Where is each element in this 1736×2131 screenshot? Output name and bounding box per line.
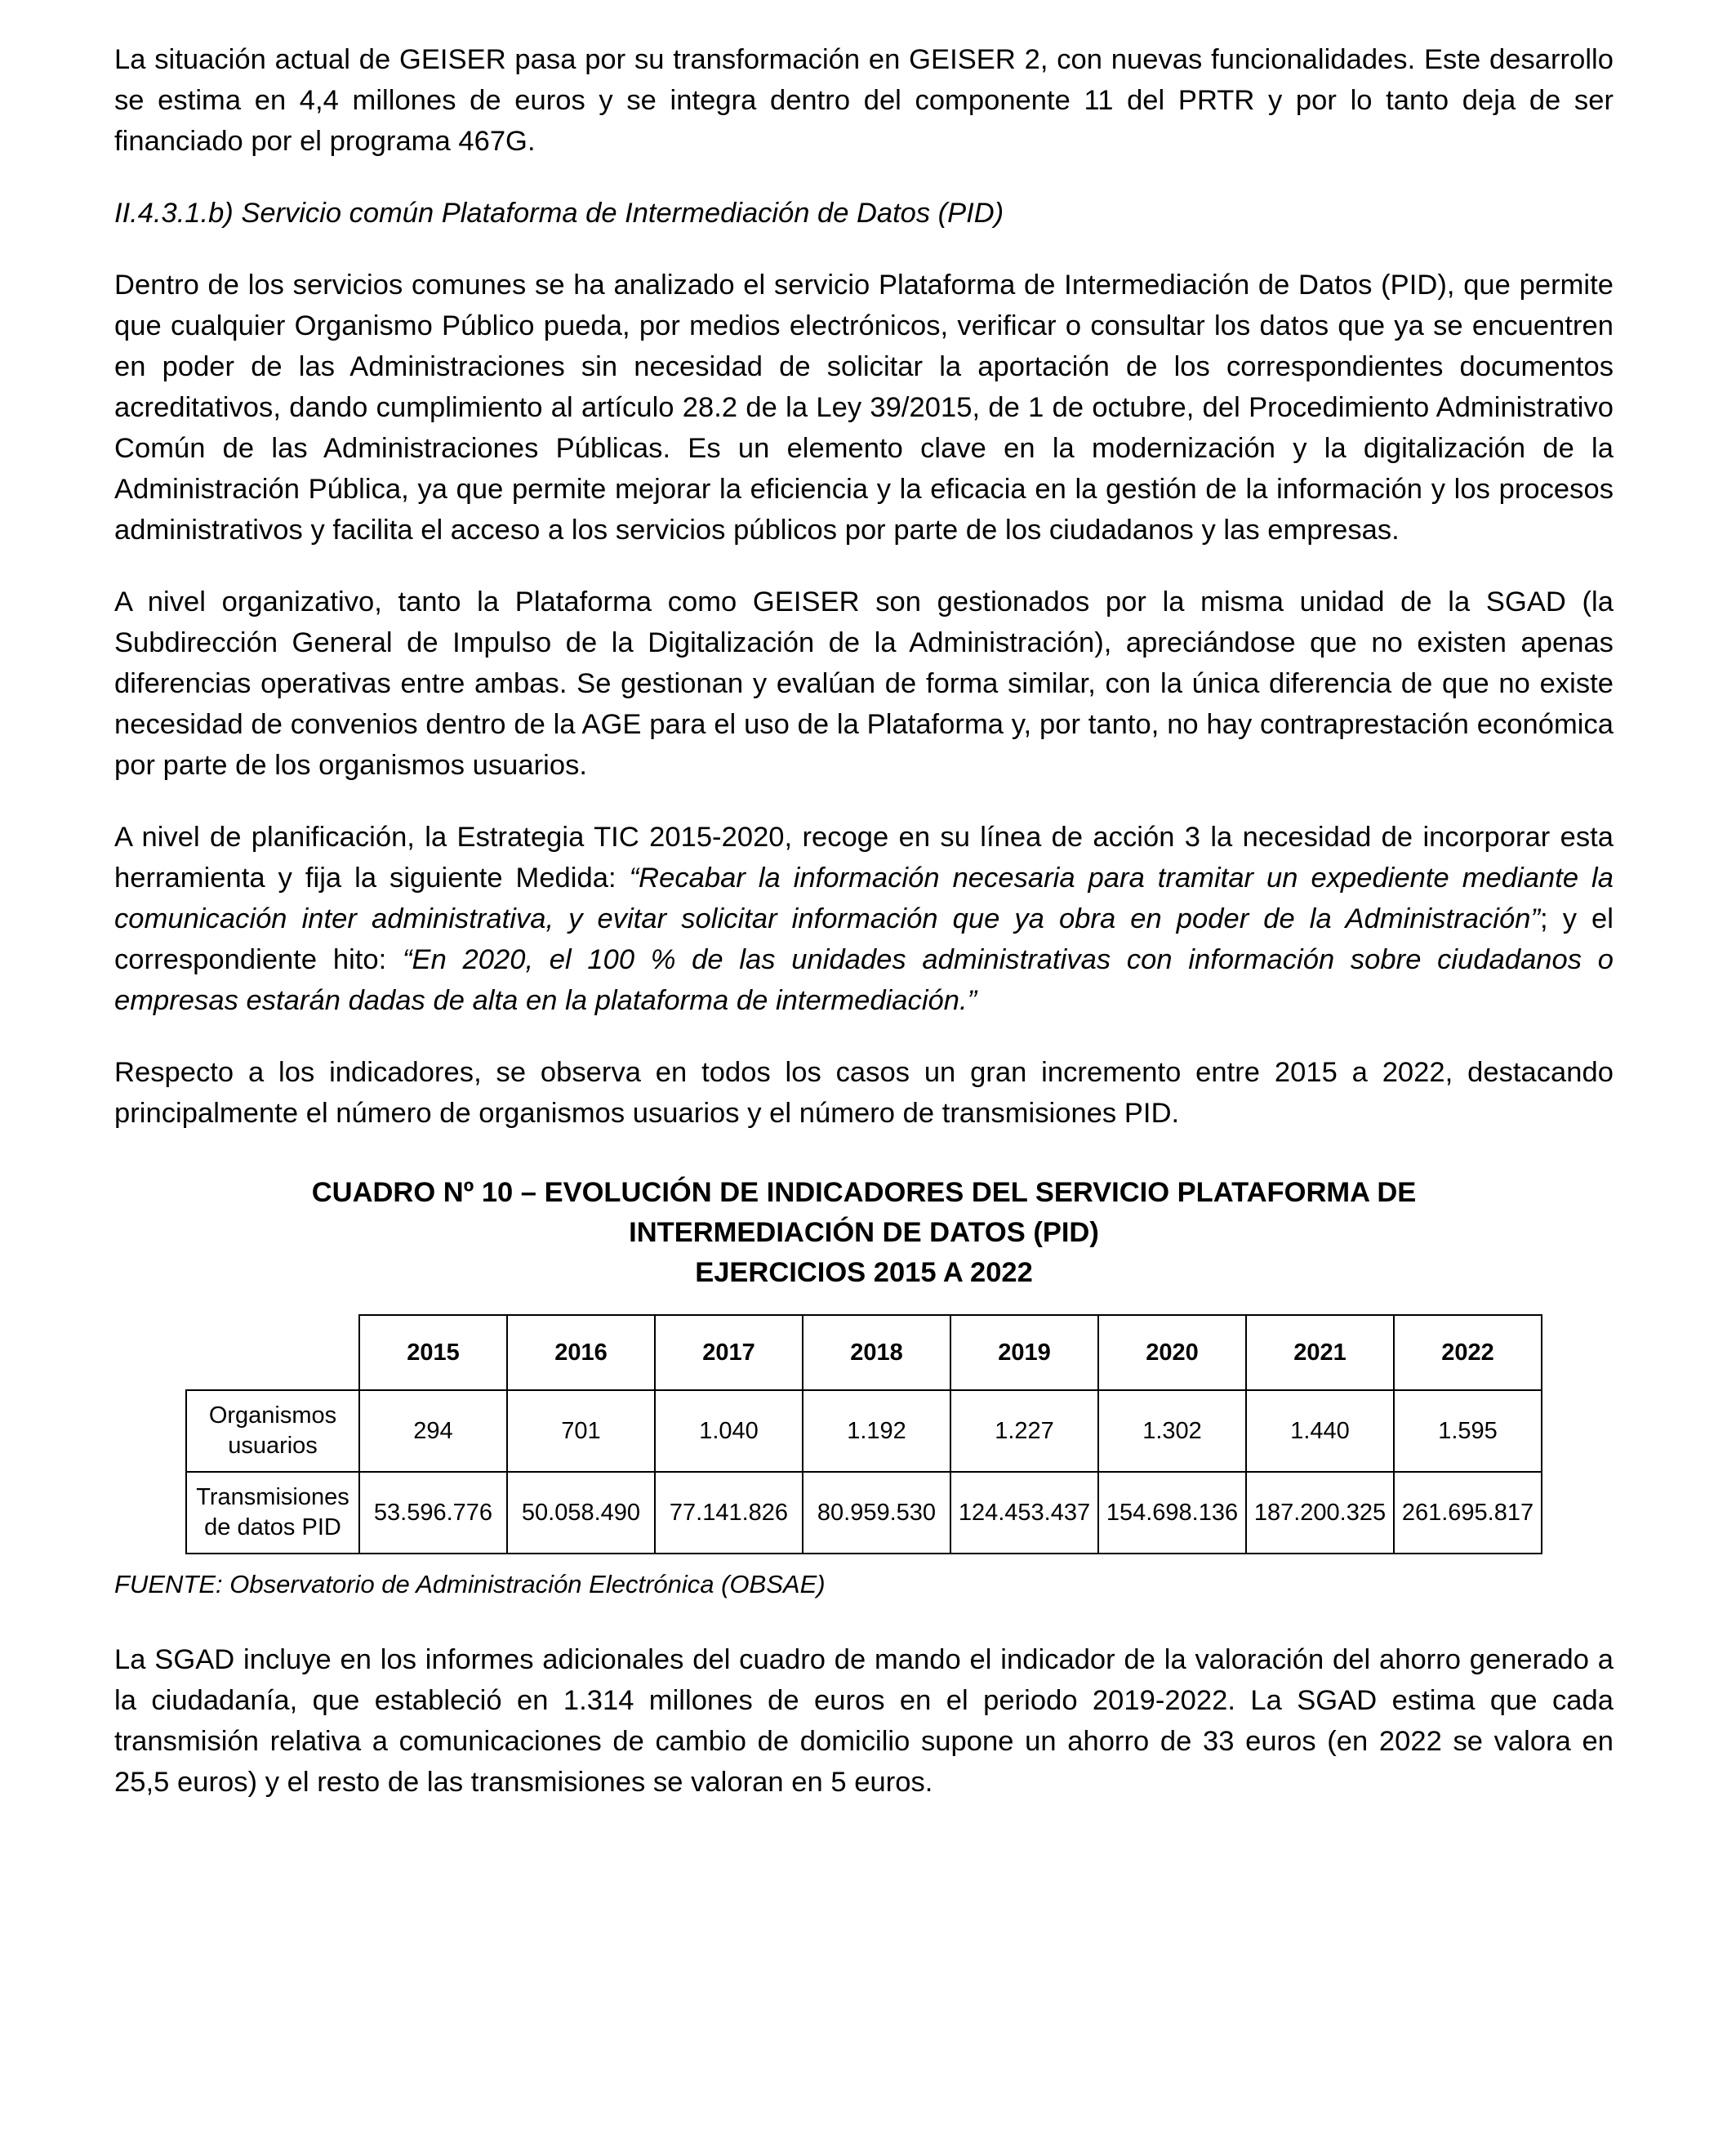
paragraph-geiser-transformation: La situación actual de GEISER pasa por su transformación en GEISER 2, con nuevas funcionalidades. Este desarrollo se estima en 4,4 millones de euros y se integra dentro del componente 11 del PRTR y por lo tanto deja de ser financiado por el programa 467G.: [114, 44, 1614, 157]
planning-text-middle: ; y el correspondiente hito:: [114, 903, 1614, 975]
cell-organismos-2017: 1.040: [655, 1390, 803, 1472]
table-caption: [114, 1173, 1614, 1293]
cell-organismos-2016: 701: [507, 1390, 655, 1472]
cell-organismos-2015: 294: [359, 1390, 507, 1472]
row-label-line-2: usuarios: [228, 1433, 318, 1459]
column-header-2020: 2020: [1098, 1315, 1246, 1390]
paragraph-organizational-level: A nivel organizativo, tanto la Plataforma como GEISER son gestionados por la misma unidad de la SGAD (la Subdirección General de Impulso de la Digitalización de la Administración), apreciándose que no existen apenas diferencias operativas entre ambas. Se gestionan y evalúan de forma similar, con la única diferencia de que no existe necesidad de convenios dentro de la AGE para el uso de la Plataforma y, por tanto, no hay contraprestación económica por parte de los organismos usuarios.: [114, 586, 1614, 781]
cell-organismos-2022: 1.595: [1394, 1390, 1542, 1472]
column-header-2021: 2021: [1246, 1315, 1394, 1390]
cell-transmisiones-2021: 187.200.325: [1246, 1472, 1394, 1554]
cell-organismos-2021: 1.440: [1246, 1390, 1394, 1472]
column-header-2019: 2019: [950, 1315, 1098, 1390]
cell-organismos-2020: 1.302: [1098, 1390, 1246, 1472]
planning-quote-milestone: “En 2020, el 100 % de las unidades administrativas con información sobre ciudadanos o empresas estarán dadas de alta en la plataforma de intermediación.”: [114, 944, 1614, 1016]
column-header-2018: 2018: [803, 1315, 950, 1390]
table-corner-cell: [186, 1315, 359, 1390]
table-row: [186, 1472, 1542, 1554]
table-header-row: [186, 1315, 1542, 1390]
column-header-2015: 2015: [359, 1315, 507, 1390]
cell-transmisiones-2018: 80.959.530: [803, 1472, 950, 1554]
column-header-2017: 2017: [655, 1315, 803, 1390]
paragraph-indicators-intro: Respecto a los indicadores, se observa en todos los casos un gran incremento entre 2015 a 2022, destacando principalmente el número de organismos usuarios y el número de transmisiones PID.: [114, 1057, 1614, 1129]
cell-transmisiones-2017: 77.141.826: [655, 1472, 803, 1554]
cell-transmisiones-2019: 124.453.437: [950, 1472, 1098, 1554]
cell-organismos-2018: 1.192: [803, 1390, 950, 1472]
planning-text-intro: A nivel de planificación, la Estrategia TIC 2015-2020, recoge en su línea de acción 3 la necesidad de incorporar esta herramienta y fija la siguiente Medida:: [114, 822, 1614, 894]
table-caption-line-2: INTERMEDIACIÓN DE DATOS (PID): [629, 1217, 1099, 1248]
row-label-line-1: Transmisiones: [196, 1484, 349, 1510]
row-label-transmisiones-datos-pid: [186, 1472, 359, 1554]
row-label-line-1: Organismos: [208, 1402, 337, 1429]
paragraph-planning-level: [114, 817, 1614, 1021]
cell-transmisiones-2016: 50.058.490: [507, 1472, 655, 1554]
section-heading-pid: II.4.3.1.b) Servicio común Plataforma de Intermediación de Datos (PID): [114, 198, 1004, 229]
planning-quote-measure: “Recabar la información necesaria para tramitar un expediente mediante la comunicación inter administrativa, y evitar solicitar información que ya obra en poder de la Administración”: [114, 863, 1614, 934]
table-source-note: FUENTE: Observatorio de Administración Electrónica (OBSAE): [114, 1570, 826, 1598]
table-caption-line-1: CUADRO Nº 10 – EVOLUCIÓN DE INDICADORES DEL SERVICIO PLATAFORMA DE: [311, 1177, 1417, 1208]
cell-transmisiones-2015: 53.596.776: [359, 1472, 507, 1554]
cell-transmisiones-2022: 261.695.817: [1394, 1472, 1542, 1554]
table-row: [186, 1390, 1542, 1472]
table-header: [186, 1315, 1542, 1390]
row-label-organismos-usuarios: [186, 1390, 359, 1472]
cell-transmisiones-2020: 154.698.136: [1098, 1472, 1246, 1554]
row-label-line-2: de datos PID: [204, 1514, 341, 1540]
layout-spacer: [114, 1602, 1614, 1639]
table-body: [186, 1390, 1542, 1554]
table-caption-line-3: EJERCICIOS 2015 A 2022: [695, 1257, 1033, 1288]
paragraph-savings-indicator: La SGAD incluye en los informes adicionales del cuadro de mando el indicador de la valoración del ahorro generado a la ciudadanía, que estableció en 1.314 millones de euros en el periodo 2019-2022. La SGAD estima que cada transmisión relativa a comunicaciones de cambio de domicilio supone un ahorro de 33 euros (en 2022 se valora en 25,5 euros) y el resto de las transmisiones se valoran en 5 euros.: [114, 1644, 1614, 1798]
column-header-2016: 2016: [507, 1315, 655, 1390]
indicators-table: [185, 1314, 1542, 1554]
paragraph-pid-description: Dentro de los servicios comunes se ha analizado el servicio Plataforma de Intermediación de Datos (PID), que permite que cualquier Organismo Público pueda, por medios electrónicos, verificar o consultar los datos que ya se encuentren en poder de las Administraciones sin necesidad de solicitar la aportación de los correspondientes documentos acreditativos, dando cumplimiento al artículo 28.2 de la Ley 39/2015, de 1 de octubre, del Procedimiento Administrativo Común de las Administraciones Públicas. Es un elemento clave en la modernización y la digitalización de la Administración Pública, ya que permite mejorar la eficiencia y la eficacia en la gestión de la información y los procesos administrativos y facilita el acceso a los servicios públicos por parte de los ciudadanos y las empresas.: [114, 270, 1614, 546]
column-header-2022: 2022: [1394, 1315, 1542, 1390]
cell-organismos-2019: 1.227: [950, 1390, 1098, 1472]
